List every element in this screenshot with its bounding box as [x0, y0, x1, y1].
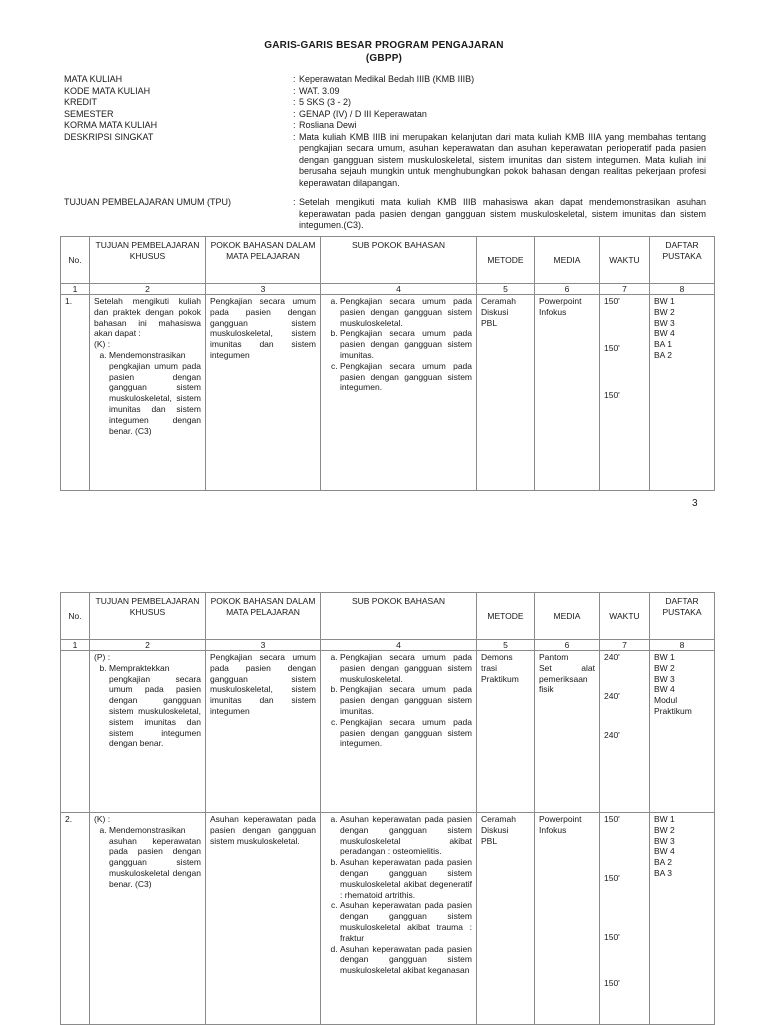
gbpp-table-page-2 [60, 592, 715, 1025]
column-number: 5 [477, 640, 535, 651]
pustaka-item: BA 2 [654, 857, 672, 868]
pustaka-item: BW 4 [654, 684, 675, 695]
table-row [61, 813, 715, 1025]
tpk-intro: Setelah mengikuti kuliah dan praktek dengan pokok bahasan ini mahasiswa akan dapat : [94, 296, 201, 339]
meta-row-tpu [64, 197, 706, 232]
media-cell [535, 295, 600, 491]
column-number: 5 [477, 284, 535, 295]
meta-label: DESKRIPSI SINGKAT [64, 131, 154, 142]
meta-label: MATA KULIAH [64, 74, 123, 84]
pustaka-item: BW 2 [654, 662, 675, 673]
tpk-domain: (K) : [94, 814, 111, 824]
meta-label: TUJUAN PEMBELAJARAN UMUM (TPU) [64, 197, 232, 207]
tpk-cell [90, 651, 206, 813]
pustaka-cell [650, 813, 715, 1025]
metode-cell [477, 295, 535, 491]
waktu-item: 150' [604, 931, 620, 942]
column-number: 4 [321, 284, 477, 295]
header-metode: METODE [477, 593, 535, 640]
column-number: 1 [61, 284, 90, 295]
meta-colon: : [293, 197, 296, 207]
metode-item: PBL [481, 835, 498, 846]
header-media: MEDIA [535, 593, 600, 640]
sub-pokok-item: c. Pengkajian secara umum pada pasien dengan gangguan sistem integumen. [340, 717, 472, 749]
pustaka-item: BW 3 [654, 673, 675, 684]
metode-item: trasi [481, 662, 498, 673]
header-tpk: TUJUAN PEMBELAJARAN KHUSUS [90, 237, 206, 284]
pustaka-item: BW 4 [654, 328, 675, 339]
row-number: 2. [61, 813, 90, 1025]
meta-colon: : [293, 85, 296, 96]
metode-item: PBL [481, 317, 498, 328]
column-number: 6 [535, 284, 600, 295]
meta-value: Keperawatan Medikal Bedah IIIB (KMB IIIB) [299, 74, 475, 84]
meta-value: WAT. 3.09 [299, 85, 340, 96]
meta-row-deskripsi [64, 132, 706, 190]
sub-pokok-list [325, 652, 472, 749]
waktu-item: 150' [604, 342, 620, 353]
table-row [61, 651, 715, 813]
column-number: 7 [600, 284, 650, 295]
media-cell [535, 813, 600, 1025]
tpk-item: b. Mempraktekkan pengkajian secara umum pada pasien dengan gangguan sistem muskuloskeletal, sistem imunitas dan sistem integumen dengan benar. [109, 663, 201, 749]
tpk-list [94, 663, 201, 749]
sub-pokok-item: a. Pengkajian secara umum pada pasien dengan gangguan sistem muskuloskeletal. [340, 652, 472, 684]
column-number: 2 [90, 640, 206, 651]
column-number: 7 [600, 640, 650, 651]
pustaka-cell [650, 651, 715, 813]
meta-label: SEMESTER [64, 108, 114, 119]
meta-colon: : [293, 131, 296, 142]
pustaka-item: BW 1 [654, 296, 675, 306]
header-no: No. [61, 593, 90, 640]
pustaka-item: Praktikum [654, 705, 692, 716]
sub-pokok-cell [321, 813, 477, 1025]
sub-pokok-list [325, 814, 472, 976]
metode-item: Ceramah [481, 296, 516, 306]
header-tpk: TUJUAN PEMBELAJARAN KHUSUS [90, 593, 206, 640]
media-item: Infokus [539, 306, 567, 317]
meta-row-kode [64, 86, 706, 98]
meta-value: Setelah mengikuti mata kuliah KMB IIIB mahasiswa akan dapat mendemonstrasikan asuhan keperawatan pada pasien dengan gangguan sistem muskuloskeletal, sistem imunitas dan sistem integumen.(C3). [299, 197, 706, 230]
media-item: Pantom [539, 652, 569, 662]
tpk-cell [90, 813, 206, 1025]
waktu-item: 240' [604, 652, 620, 662]
sub-pokok-cell [321, 295, 477, 491]
tpk-cell [90, 295, 206, 491]
sub-pokok-item: b. Pengkajian secara umum pada pasien dengan gangguan sistem imunitas. [340, 328, 472, 360]
meta-row-mata-kuliah [64, 74, 706, 86]
metode-item: Demons [481, 652, 513, 662]
waktu-item: 150' [604, 296, 620, 306]
header-pokok-bahasan: POKOK BAHASAN DALAM MATA PELAJARAN [206, 593, 321, 640]
waktu-item: 150' [604, 872, 620, 883]
media-cell [535, 651, 600, 813]
waktu-item: 150' [604, 389, 620, 400]
pustaka-item: BA 3 [654, 867, 672, 878]
pustaka-item: Modul [654, 695, 678, 706]
media-item: Powerpoint [539, 814, 582, 824]
column-number: 8 [650, 284, 715, 295]
row-number: 1. [61, 295, 90, 491]
pustaka-item: BA 2 [654, 349, 672, 360]
metode-item: Praktikum [481, 673, 519, 684]
header-sub-pokok-bahasan: SUB POKOK BAHASAN [321, 237, 477, 284]
meta-label: KODE MATA KULIAH [64, 85, 151, 96]
meta-colon: : [293, 108, 296, 119]
course-info [64, 74, 706, 232]
column-number: 3 [206, 284, 321, 295]
column-number: 4 [321, 640, 477, 651]
waktu-item: 150' [604, 814, 620, 824]
meta-row-korma [64, 120, 706, 132]
meta-value: Rosliana Dewi [299, 120, 357, 130]
meta-label: KREDIT [64, 97, 98, 107]
meta-row-kredit [64, 97, 706, 109]
tpk-domain: (K) : [94, 339, 111, 350]
pokok-bahasan-cell: Pengkajian secara umum pada pasien dengan gangguan sistem muskuloskeletal, sistem imunitas dan sistem integumen [206, 295, 321, 491]
header-daftar-pustaka: DAFTAR PUSTAKA [650, 593, 715, 640]
column-number-row [61, 284, 715, 295]
sub-pokok-item: b. Pengkajian secara umum pada pasien dengan gangguan sistem imunitas. [340, 684, 472, 716]
meta-value: Mata kuliah KMB IIIB ini merupakan kelanjutan dari mata kuliah KMB IIIA yang membahas tentang pengkajian secara umum, asuhan keperawatan dan asuhan keperawatan perioperatif pada pasien dengan gangguan sistem muskuloskeletal, sistem imunitas dan sistem integumen. Mata kuliah ini berusaha sejauh mungkin untuk menghubungkan pokok bahasan dengan realitas pekerjaan profesi keperawatan dilapangan. [299, 131, 706, 188]
waktu-item: 240' [604, 690, 620, 701]
tpk-item: a. Mendemonstrasikan asuhan keperawatan pada pasien dengan gangguan sistem muskuloskeletal dengan benar. (C3) [109, 825, 201, 890]
sub-pokok-item: c. Pengkajian secara umum pada pasien dengan gangguan sistem integumen. [340, 361, 472, 393]
pustaka-item: BW 2 [654, 306, 675, 317]
row-number [61, 651, 90, 813]
waktu-cell [600, 651, 650, 813]
tpk-list [94, 825, 201, 890]
sub-pokok-cell [321, 651, 477, 813]
meta-row-semester [64, 109, 706, 121]
column-number: 8 [650, 640, 715, 651]
column-number: 2 [90, 284, 206, 295]
waktu-cell [600, 813, 650, 1025]
pustaka-item: BA 1 [654, 339, 672, 350]
sub-pokok-item: c. Asuhan keperawatan pada pasien dengan gangguan sistem muskuloskeletal akibat trauma : fraktur [340, 900, 472, 943]
gbpp-table-page-1 [60, 236, 715, 491]
header-daftar-pustaka: DAFTAR PUSTAKA [650, 237, 715, 284]
header-sub-pokok-bahasan: SUB POKOK BAHASAN [321, 593, 477, 640]
metode-item: Ceramah [481, 814, 516, 824]
meta-colon: : [293, 120, 296, 130]
page-number: 3 [692, 498, 698, 509]
meta-label: KORMA MATA KULIAH [64, 120, 158, 130]
header-pokok-bahasan: POKOK BAHASAN DALAM MATA PELAJARAN [206, 237, 321, 284]
tpk-item: a. Mendemonstrasikan pengkajian umum pada pasien dengan gangguan sistem muskuloskeletal, sistem imunitas dan sistem integumen dengan benar. (C3) [109, 350, 201, 436]
pustaka-cell [650, 295, 715, 491]
table-row [61, 295, 715, 491]
metode-item: Diskusi [481, 306, 509, 317]
document-subtitle: (GBPP) [365, 53, 403, 64]
meta-value: 5 SKS (3 - 2) [299, 97, 352, 107]
media-item: Set alat pemeriksaan fisik [539, 662, 595, 695]
waktu-cell [600, 295, 650, 491]
meta-colon: : [293, 74, 296, 84]
header-no: No. [61, 237, 90, 284]
column-number: 6 [535, 640, 600, 651]
sub-pokok-item: a. Pengkajian secara umum pada pasien dengan gangguan sistem muskuloskeletal. [340, 296, 472, 328]
media-item: Infokus [539, 824, 567, 835]
metode-cell [477, 651, 535, 813]
header-metode: METODE [477, 237, 535, 284]
sub-pokok-item: d. Asuhan keperawatan pada pasien dengan gangguan sistem muskuloskeletal akibat keganasan [340, 944, 472, 976]
metode-cell [477, 813, 535, 1025]
header-waktu: WAKTU [600, 237, 650, 284]
sub-pokok-item: b. Asuhan keperawatan pada pasien dengan gangguan sistem muskuloskeletal akibat degeneratif : rhematoid artrithis. [340, 857, 472, 900]
column-number: 3 [206, 640, 321, 651]
pustaka-item: BW 4 [654, 846, 675, 857]
waktu-item: 150' [604, 978, 620, 989]
pustaka-item: BW 1 [654, 814, 675, 824]
pustaka-item: BW 1 [654, 652, 675, 662]
sub-pokok-item: a. Asuhan keperawatan pada pasien dengan gangguan sistem muskuloskeletal akibat peradangan : osteomielitis. [340, 814, 472, 857]
pustaka-item: BW 3 [654, 835, 675, 846]
header-waktu: WAKTU [600, 593, 650, 640]
media-item: Powerpoint [539, 296, 582, 306]
tpk-domain: (P) : [94, 652, 111, 662]
table-header-row [61, 237, 715, 284]
document-title: GARIS-GARIS BESAR PROGRAM PENGAJARAN [264, 40, 504, 51]
metode-item: Diskusi [481, 824, 509, 835]
column-number-row [61, 640, 715, 651]
meta-value: GENAP (IV) / D III Keperawatan [299, 108, 427, 119]
pustaka-item: BW 2 [654, 824, 675, 835]
tpk-list [94, 350, 201, 436]
column-number: 1 [61, 640, 90, 651]
waktu-item: 240' [604, 729, 620, 740]
sub-pokok-list [325, 296, 472, 393]
pokok-bahasan-cell: Pengkajian secara umum pada pasien dengan gangguan sistem muskuloskeletal, sistem imunitas dan sistem integumen [206, 651, 321, 813]
header-media: MEDIA [535, 237, 600, 284]
pustaka-item: BW 3 [654, 317, 675, 328]
meta-colon: : [293, 97, 296, 107]
table-header-row [61, 593, 715, 640]
pokok-bahasan-cell: Asuhan keperawatan pada pasien dengan gangguan sistem muskuloskeletal. [206, 813, 321, 1025]
